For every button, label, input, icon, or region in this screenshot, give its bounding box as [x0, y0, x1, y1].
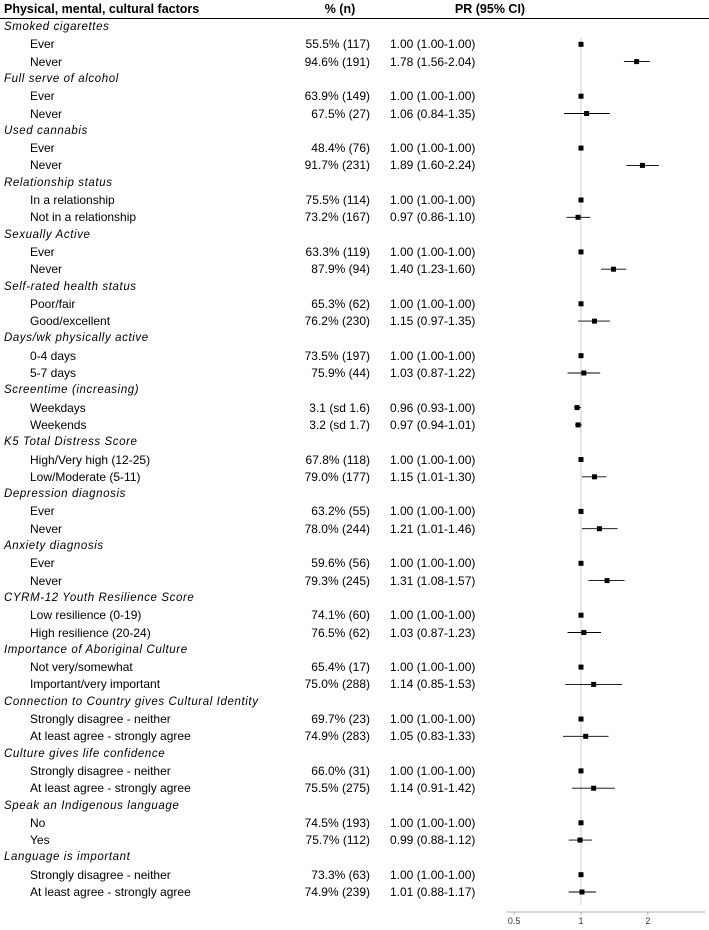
row-prevalence-ratio: 1.00 (1.00-1.00) — [390, 660, 476, 675]
header-factors: Physical, mental, cultural factors — [4, 2, 200, 16]
point-marker — [579, 768, 584, 773]
row-percent: 55.5% (117) — [305, 37, 370, 52]
row-label: Ever — [30, 141, 55, 156]
row-percent: 76.5% (62) — [311, 625, 370, 640]
point-marker — [640, 163, 645, 168]
row-prevalence-ratio: 1.40 (1.23-1.60) — [390, 262, 476, 277]
row-percent: 74.5% (193) — [304, 815, 370, 830]
section-title: Importance of Aboriginal Culture — [4, 643, 188, 656]
row-prevalence-ratio: 1.14 (0.85-1.53) — [390, 677, 476, 692]
row-label: Weekends — [30, 417, 87, 432]
section-title: Full serve of alcohol — [4, 72, 119, 85]
row-prevalence-ratio: 1.31 (1.08-1.57) — [390, 573, 476, 588]
row-percent: 74.9% (283) — [304, 729, 370, 744]
row-label: 5-7 days — [30, 366, 77, 380]
row-label: Low/Moderate (5-11) — [30, 469, 141, 484]
row-prevalence-ratio: 1.00 (1.00-1.00) — [390, 504, 476, 519]
row-percent: 78.0% (244) — [304, 521, 370, 536]
row-label: Weekdays — [30, 400, 86, 415]
point-marker — [611, 267, 616, 272]
point-marker — [579, 820, 584, 825]
x-tick-label: 2 — [645, 916, 651, 926]
row-percent: 75.7% (112) — [305, 833, 370, 848]
row-label: Never — [30, 573, 63, 588]
row-label: Never — [30, 158, 63, 173]
row-percent: 3.1 (sd 1.6) — [309, 400, 370, 415]
row-prevalence-ratio: 1.00 (1.00-1.00) — [390, 348, 476, 363]
section-title: Screentime (increasing) — [4, 384, 140, 397]
row-percent: 94.6% (191) — [304, 54, 370, 69]
row-prevalence-ratio: 1.03 (0.87-1.22) — [390, 366, 476, 380]
row-percent: 63.2% (55) — [311, 504, 370, 519]
row-label: Strongly disagree - neither — [30, 867, 171, 882]
point-marker — [579, 890, 584, 895]
row-label: Never — [30, 54, 63, 69]
row-percent: 67.8% (118) — [305, 452, 370, 467]
row-label: Ever — [30, 244, 55, 259]
section-title: Smoked cigarettes — [4, 21, 110, 33]
row-percent: 79.0% (177) — [304, 469, 370, 484]
row-percent: 63.9% (149) — [304, 89, 370, 104]
row-percent: 67.5% (27) — [311, 106, 370, 121]
row-percent: 75.9% (44) — [311, 366, 370, 380]
row-percent: 74.9% (239) — [304, 885, 370, 899]
row-label: High/Very high (12-25) — [30, 452, 151, 467]
section-title: K5 Total Distress Score — [4, 436, 138, 449]
row-prevalence-ratio: 0.96 (0.93-1.00) — [390, 400, 476, 415]
row-prevalence-ratio: 1.00 (1.00-1.00) — [390, 608, 476, 623]
point-marker — [576, 215, 581, 220]
row-prevalence-ratio: 1.00 (1.00-1.00) — [390, 452, 476, 467]
section-title: Anxiety diagnosis — [4, 540, 104, 552]
row-prevalence-ratio: 1.05 (0.83-1.33) — [390, 729, 476, 744]
point-marker — [579, 249, 584, 254]
row-label: In a relationship — [30, 193, 115, 207]
row-percent: 75.0% (288) — [304, 677, 370, 692]
row-label: At least agree - strongly agree — [30, 885, 191, 899]
row-label: Good/excellent — [30, 314, 111, 329]
row-percent: 66.0% (31) — [311, 763, 370, 778]
row-prevalence-ratio: 1.00 (1.00-1.00) — [390, 867, 476, 882]
point-marker — [578, 838, 583, 843]
row-prevalence-ratio: 1.00 (1.00-1.00) — [390, 556, 476, 571]
section-title: Days/wk physically active — [4, 332, 149, 345]
row-percent: 48.4% (76) — [311, 141, 370, 156]
row-label: High resilience (20-24) — [30, 625, 151, 640]
row-percent: 91.7% (231) — [304, 158, 370, 173]
section-title: Culture gives life confidence — [4, 747, 166, 760]
row-prevalence-ratio: 1.00 (1.00-1.00) — [390, 815, 476, 830]
point-marker — [579, 146, 584, 151]
row-prevalence-ratio: 1.00 (1.00-1.00) — [390, 37, 476, 52]
point-marker — [591, 786, 596, 791]
point-marker — [579, 872, 584, 877]
row-percent: 79.3% (245) — [304, 573, 370, 588]
point-marker — [592, 474, 597, 479]
row-label: Not in a relationship — [30, 210, 137, 225]
row-prevalence-ratio: 1.00 (1.00-1.00) — [390, 141, 476, 156]
section-title: Relationship status — [4, 176, 113, 189]
row-prevalence-ratio: 1.01 (0.88-1.17) — [390, 885, 476, 899]
row-prevalence-ratio: 1.00 (1.00-1.00) — [390, 763, 476, 778]
point-marker — [579, 717, 584, 722]
row-percent: 73.3% (63) — [311, 867, 370, 882]
row-percent: 74.1% (60) — [311, 608, 370, 623]
x-tick-label: 0.5 — [507, 916, 521, 926]
section-title: Connection to Country gives Cultural Identity — [4, 695, 259, 708]
point-marker — [591, 682, 596, 687]
row-prevalence-ratio: 0.97 (0.94-1.01) — [390, 417, 476, 432]
point-marker — [634, 59, 639, 64]
row-label: Never — [30, 521, 63, 536]
row-prevalence-ratio: 1.78 (1.56-2.04) — [390, 54, 476, 69]
row-label: Ever — [30, 37, 55, 52]
row-prevalence-ratio: 1.03 (0.87-1.23) — [390, 625, 476, 640]
section-title: Self-rated health status — [4, 280, 137, 293]
row-prevalence-ratio: 0.99 (0.88-1.12) — [390, 833, 476, 848]
row-label: Strongly disagree - neither — [30, 763, 171, 778]
row-prevalence-ratio: 1.15 (1.01-1.30) — [390, 469, 476, 484]
row-label: At least agree - strongly agree — [30, 781, 191, 796]
row-percent: 73.2% (167) — [304, 210, 370, 225]
section-title: Used cannabis — [4, 124, 88, 137]
point-marker — [581, 371, 586, 376]
row-percent: 69.7% (23) — [311, 712, 370, 726]
row-percent: 76.2% (230) — [304, 314, 370, 329]
point-marker — [579, 198, 584, 203]
point-marker — [579, 561, 584, 566]
row-prevalence-ratio: 1.15 (0.97-1.35) — [390, 314, 476, 329]
point-marker — [584, 111, 589, 116]
row-percent: 65.4% (17) — [311, 660, 370, 675]
row-percent: 73.5% (197) — [304, 348, 370, 363]
row-prevalence-ratio: 1.89 (1.60-2.24) — [390, 158, 476, 173]
point-marker — [579, 94, 584, 99]
point-marker — [592, 319, 597, 324]
section-title: Speak an Indigenous language — [4, 799, 180, 812]
row-percent: 59.6% (56) — [311, 556, 370, 571]
row-percent: 63.3% (119) — [305, 244, 370, 259]
row-label: Never — [30, 106, 63, 121]
row-prevalence-ratio: 1.14 (0.91-1.42) — [390, 781, 476, 796]
point-marker — [605, 578, 610, 583]
row-label: Low resilience (0-19) — [30, 608, 142, 623]
point-marker — [579, 42, 584, 47]
point-marker — [581, 630, 586, 635]
row-label: Not very/somewhat — [30, 660, 133, 675]
point-marker — [576, 422, 581, 427]
row-label: No — [30, 815, 46, 830]
row-label: Ever — [30, 89, 55, 104]
row-label: Poor/fair — [30, 296, 76, 311]
row-prevalence-ratio: 1.00 (1.00-1.00) — [390, 296, 476, 311]
point-marker — [579, 665, 584, 670]
section-title: CYRM-12 Youth Resilience Score — [4, 591, 195, 604]
point-marker — [579, 457, 584, 462]
row-percent: 75.5% (275) — [304, 781, 370, 796]
header-prevalence-ratio: PR (95% CI) — [454, 2, 526, 16]
point-marker — [579, 509, 584, 514]
row-label: Never — [30, 262, 63, 277]
row-label: Ever — [30, 556, 55, 571]
row-prevalence-ratio: 1.00 (1.00-1.00) — [390, 89, 476, 104]
row-prevalence-ratio: 0.97 (0.86-1.10) — [390, 210, 476, 225]
row-label: 0-4 days — [30, 348, 77, 363]
point-marker — [583, 734, 588, 739]
header-percent: % (n) — [324, 2, 356, 16]
row-label: Ever — [30, 504, 55, 519]
row-prevalence-ratio: 1.21 (1.01-1.46) — [390, 521, 476, 536]
section-title: Sexually Active — [4, 228, 91, 241]
row-prevalence-ratio: 1.00 (1.00-1.00) — [390, 244, 476, 259]
row-prevalence-ratio: 1.00 (1.00-1.00) — [390, 193, 476, 207]
row-label: Yes — [30, 833, 50, 848]
section-title: Depression diagnosis — [4, 488, 126, 501]
point-marker — [579, 613, 584, 618]
point-marker — [579, 353, 584, 358]
row-label: At least agree - strongly agree — [30, 729, 191, 744]
section-title: Language is important — [4, 851, 131, 864]
row-prevalence-ratio: 1.06 (0.84-1.35) — [390, 106, 476, 121]
point-marker — [575, 405, 580, 410]
row-percent: 87.9% (94) — [311, 262, 370, 277]
point-marker — [597, 526, 602, 531]
row-label: Strongly disagree - neither — [30, 712, 171, 726]
row-percent: 3.2 (sd 1.7) — [309, 417, 370, 432]
x-tick-label: 1 — [578, 916, 584, 926]
row-percent: 75.5% (114) — [305, 193, 370, 207]
point-marker — [579, 301, 584, 306]
row-label: Important/very important — [30, 677, 161, 692]
row-percent: 65.3% (62) — [311, 296, 370, 311]
row-prevalence-ratio: 1.00 (1.00-1.00) — [390, 712, 476, 726]
